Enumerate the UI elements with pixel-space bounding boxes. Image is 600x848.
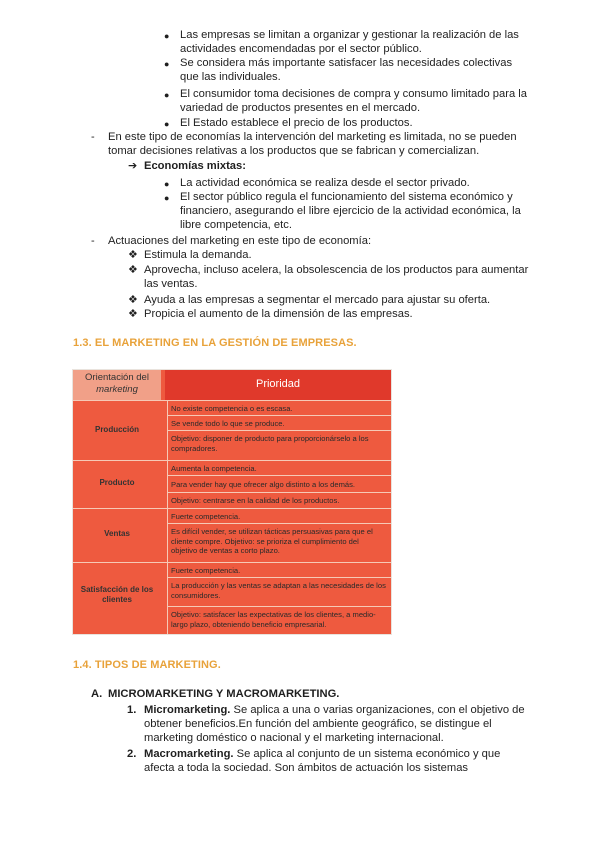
bullet-text: variedad de productos presentes en el mercado.: [180, 102, 421, 114]
bullet-text: financiero, asegurando el libre ejercicio de la actividad económica, la: [180, 205, 521, 217]
row-divider: [168, 415, 391, 416]
table-cell: Objetivo: disponer de producto para proporcionárselo a los compradores.: [171, 434, 369, 453]
table-header-col1-line2: marketing: [96, 384, 138, 395]
row-divider: [168, 475, 391, 476]
subheading-letter: A.: [91, 688, 103, 700]
table-cell: Aumenta la competencia.: [171, 464, 257, 473]
bullet-text: que las individuales.: [180, 71, 281, 83]
arrow-heading: Economías mixtas:: [144, 160, 246, 172]
table-cell: Para vender hay que ofrecer algo distinto a los demás.: [171, 480, 356, 489]
list-item: las ventas.: [144, 278, 198, 290]
list-item: Aprovecha, incluso acelera, la obsolescencia de los productos para aumentar: [144, 264, 529, 276]
row-divider: [73, 562, 391, 563]
diamond-icon: ❖: [128, 264, 138, 276]
bullet-glyph: ●: [164, 179, 170, 189]
section-heading: 1.3. EL MARKETING EN LA GESTIÓN DE EMPRESAS.: [73, 337, 357, 349]
term: Micromarketing.: [144, 704, 231, 716]
list-item: Propicia el aumento de la dimensión de las empresas.: [144, 308, 413, 320]
bullet-glyph: ●: [164, 90, 170, 100]
list-item: Ayuda a las empresas a segmentar el mercado para ajustar su oferta.: [144, 294, 491, 306]
table-cell: Es difícil vender, se utilizan tácticas persuasivas para que el cliente compre. Objetivo: se prioriza el cumplimiento del objetivo de ventas a corto plazo.: [171, 527, 373, 555]
list-number: 2.: [127, 748, 137, 760]
list-item: Estimula la demanda.: [144, 249, 252, 261]
diamond-icon: ❖: [128, 294, 138, 306]
table-cell: Fuerte competencia.: [171, 566, 241, 575]
bullet-text: El sector público regula el funcionamiento del sistema económico y: [180, 191, 513, 203]
bullet-glyph: ●: [164, 119, 170, 129]
term-text: Se aplica al conjunto de un sistema económico y que: [233, 748, 501, 760]
table-header-col1-label: [73, 372, 161, 396]
row-divider: [168, 492, 391, 493]
dash-glyph: -: [91, 235, 95, 247]
dash-glyph: -: [91, 131, 95, 143]
paragraph-line: Actuaciones del marketing en este tipo de economía:: [108, 235, 372, 247]
row-divider: [73, 508, 391, 509]
row-divider: [73, 400, 391, 401]
table-header-col2-label: Prioridad: [255, 378, 301, 390]
arrow-icon: ➔: [128, 160, 138, 172]
group-label: Producto: [99, 478, 135, 487]
bullet-text: libre competencia, etc.: [180, 219, 292, 231]
row-divider: [168, 430, 391, 431]
term: Macromarketing.: [144, 748, 234, 760]
bullet-text: Se considera más importante satisfacer las necesidades colectivas: [180, 57, 513, 69]
group-label: Producción: [94, 425, 139, 434]
marketing-orientation-table: [73, 370, 391, 634]
row-divider: [168, 606, 391, 607]
row-divider: [168, 577, 391, 578]
list-number: 1.: [127, 704, 137, 716]
table-cell: Se vende todo lo que se produce.: [171, 419, 285, 428]
group-label: Ventas: [104, 529, 130, 538]
bullet-text: El consumidor toma decisiones de compra y consumo limitado para la: [180, 88, 527, 100]
bullet-text: La actividad económica se realiza desde el sector privado.: [180, 177, 470, 189]
table-cell: No existe competencia o es escasa.: [171, 404, 293, 413]
column-divider: [167, 400, 168, 634]
bullet-text: actividades encomendadas por el sector público.: [180, 43, 422, 55]
table-cell: Objetivo: satisfacer las expectativas de los clientes, a medio-largo plazo, obteniendo beneficio empresarial.: [171, 610, 376, 629]
row-divider: [168, 523, 391, 524]
table-cell: Fuerte competencia.: [171, 512, 241, 521]
numbered-item-line: marketing doméstico o nacional y el marketing internacional.: [144, 732, 444, 744]
numbered-item-line: [144, 747, 500, 761]
bullet-glyph: ●: [164, 31, 170, 41]
term-text: Se aplica a una o varias organizaciones, con el objetivo de: [230, 704, 525, 716]
bullet-glyph: ●: [164, 193, 170, 203]
diamond-icon: ❖: [128, 249, 138, 261]
paragraph-line: tomar decisiones relativas a los productos que se fabrican y comercializan.: [108, 145, 480, 157]
group-label: Satisfacción de los clientes: [80, 585, 154, 604]
bullet-text: El Estado establece el precio de los productos.: [180, 117, 413, 129]
diamond-icon: ❖: [128, 308, 138, 320]
paragraph-line: En este tipo de economías la intervención del marketing es limitada, no se pueden: [108, 131, 517, 143]
table-header-col1-line1: Orientación del: [85, 372, 149, 383]
bullet-glyph: ●: [164, 59, 170, 69]
numbered-item-line: [144, 703, 525, 717]
bullet-text: Las empresas se limitan a organizar y gestionar la realización de las: [180, 29, 519, 41]
row-divider: [73, 460, 391, 461]
numbered-item-line: afecta a toda la sociedad. Son ámbitos de actuación los sistemas: [144, 762, 469, 774]
table-cell: Objetivo: centrarse en la calidad de los productos.: [171, 496, 340, 505]
section-heading: 1.4. TIPOS DE MARKETING.: [73, 659, 221, 671]
subheading: MICROMARKETING Y MACROMARKETING.: [108, 688, 340, 700]
numbered-item-line: obtener beneficios.En función del ambiente geográfico, se distingue el: [144, 718, 492, 730]
table-cell: La producción y las ventas se adaptan a las necesidades de los consumidores.: [171, 581, 386, 600]
